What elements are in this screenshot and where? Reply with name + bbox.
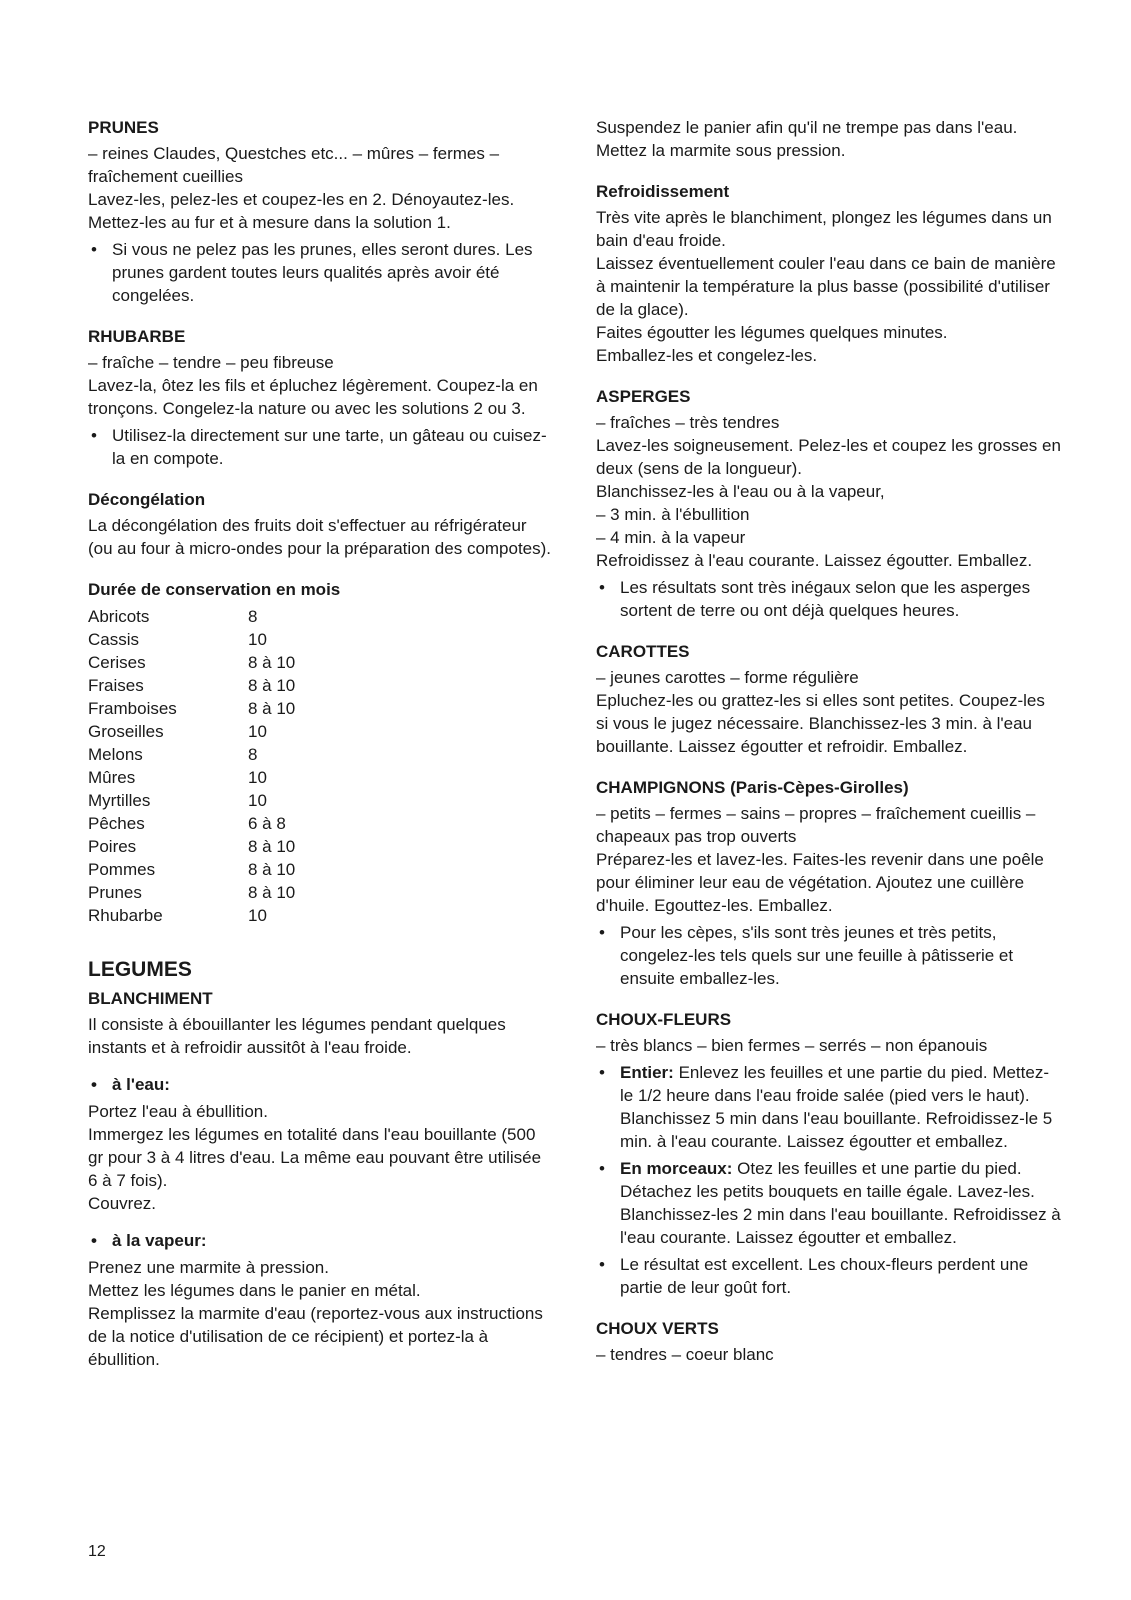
heading-choux-verts: CHOUX VERTS [596, 1319, 719, 1338]
choux-fleurs-bullet-entier [596, 1061, 1061, 1153]
bullet-icon: • [91, 426, 97, 445]
heading-decongelation: Décongélation [88, 490, 206, 509]
carottes-line: Epluchez-les ou grattez-les si elles sont petites. Coupez-les si vous le jugez nécessaire. Blanchissez-les 3 min. à l'eau bouillante. Laissez égoutter et refroidir. Emballez. [596, 691, 1045, 756]
heading-refroidissement: Refroidissement [596, 182, 730, 201]
refroid-line: Emballez-les et congelez-les. [596, 346, 818, 365]
conservation-row [88, 904, 295, 927]
asperges-bullet [596, 576, 1061, 622]
champignons-line: – petits – fermes – sains – propres – fraîchement cueillis – chapeaux pas trop ouverts [596, 804, 1036, 846]
fruit-name: Abricots [88, 607, 150, 626]
heading-duree: Durée de conservation en mois [88, 580, 341, 599]
entier-label: Entier: [620, 1063, 674, 1082]
champignons-line: Préparez-les et lavez-les. Faites-les revenir dans une poêle pour éliminer leur eau de végétation. Ajoutez une cuillère d'huile. Egouttez-les. Emballez. [596, 850, 1044, 915]
months-value: 8 à 10 [248, 837, 296, 856]
heading-rhubarbe: RHUBARBE [88, 327, 186, 346]
section-legumes [88, 957, 553, 1371]
right-column [596, 116, 1061, 1366]
asperges-line: – 3 min. à l'ébullition [596, 505, 750, 524]
bullet-icon: • [91, 1231, 97, 1250]
bullet-icon: • [599, 578, 605, 597]
refroid-line: Très vite après le blanchiment, plongez les légumes dans un bain d'eau froide. [596, 208, 1052, 250]
vapeur-line: Mettez les légumes dans le panier en métal. [88, 1281, 421, 1300]
heading-a-la-vapeur [88, 1229, 553, 1252]
fruit-name: Poires [88, 837, 137, 856]
months-value: 10 [248, 722, 267, 741]
fruit-name: Myrtilles [88, 791, 151, 810]
resultat-text: Le résultat est excellent. Les choux-fleurs perdent une partie de leur goût fort. [620, 1255, 1029, 1297]
eau-line: Portez l'eau à ébullition. [88, 1102, 268, 1121]
months-value: 8 [248, 607, 258, 626]
intro-line: Suspendez le panier afin qu'il ne trempe pas dans l'eau. [596, 118, 1018, 137]
left-column [88, 116, 553, 1371]
heading-legumes: LEGUMES [88, 958, 192, 981]
section-duree [88, 578, 553, 927]
conservation-row [88, 651, 295, 674]
prunes-bullet [88, 238, 553, 307]
heading-choux-fleurs: CHOUX-FLEURS [596, 1010, 732, 1029]
champignons-bullet-text: Pour les cèpes, s'ils sont très jeunes et très petits, congelez-les tels quels sur une feuille à pâtisserie et ensuite emballez-les. [620, 923, 1014, 988]
rhubarbe-sub: – fraîche – tendre – peu fibreuse [88, 353, 334, 372]
bullet-icon: • [599, 1063, 605, 1082]
months-value: 10 [248, 791, 267, 810]
section-asperges [596, 385, 1061, 622]
conservation-row [88, 812, 295, 835]
prunes-sub: – reines Claudes, Questches etc... – mûres – fermes – fraîchement cueillies [88, 144, 500, 186]
bullet-icon: • [599, 923, 605, 942]
asperges-line: Blanchissez-les à l'eau ou à la vapeur, [596, 482, 885, 501]
fruit-name: Fraises [88, 676, 144, 695]
a-la-vapeur-label: à la vapeur: [112, 1231, 207, 1250]
fruit-name: Pommes [88, 860, 156, 879]
months-value: 8 à 10 [248, 699, 296, 718]
prunes-text: Lavez-les, pelez-les et coupez-les en 2. Dénoyautez-les. Mettez-les au fur et à mesure dans la solution 1. [88, 190, 515, 232]
choux-fleurs-bullet-resultat [596, 1253, 1061, 1299]
conservation-row [88, 766, 295, 789]
months-value: 8 à 10 [248, 676, 296, 695]
morceaux-text: Otez les feuilles et une partie du pied. Détachez les petits bouquets en taille égale. Lavez-les. Blanchissez-les 2 min dans l'eau bouillante. Refroidissez à l'eau courante. Laissez égoutter et emballez. [620, 1159, 1061, 1247]
heading-a-l-eau [88, 1073, 553, 1096]
rhubarbe-bullet-text: Utilisez-la directement sur une tarte, un gâteau ou cuisez-la en compote. [112, 426, 547, 468]
asperges-bullet-text: Les résultats sont très inégaux selon que les asperges sortent de terre ou ont déjà quelques heures. [620, 578, 1031, 620]
conservation-row [88, 789, 295, 812]
vapeur-line: Remplissez la marmite d'eau (reportez-vous aux instructions de la notice d'utilisation de ce récipient) et portez-la à ébullition. [88, 1304, 543, 1369]
carottes-line: – jeunes carottes – forme régulière [596, 668, 859, 687]
months-value: 10 [248, 906, 267, 925]
conservation-row [88, 835, 295, 858]
conservation-row [88, 858, 295, 881]
fruit-name: Groseilles [88, 722, 164, 741]
bullet-icon: • [91, 240, 97, 259]
section-carottes [596, 640, 1061, 758]
months-value: 10 [248, 768, 267, 787]
conservation-row [88, 743, 295, 766]
fruit-name: Rhubarbe [88, 906, 163, 925]
decongelation-text: La décongélation des fruits doit s'effectuer au réfrigérateur (ou au four à micro-ondes pour la préparation des compotes). [88, 516, 552, 558]
prunes-bullet-text: Si vous ne pelez pas les prunes, elles seront dures. Les prunes gardent toutes leurs qualités après avoir été congelées. [112, 240, 533, 305]
rhubarbe-bullet [88, 424, 553, 470]
months-value: 8 à 10 [248, 860, 296, 879]
bullet-icon: • [91, 1075, 97, 1094]
asperges-line: Lavez-les soigneusement. Pelez-les et coupez les grosses en deux (sens de la longueur). [596, 436, 1061, 478]
blanchiment-text: Il consiste à ébouillanter les légumes pendant quelques instants et à refroidir aussitôt à l'eau froide. [88, 1015, 506, 1057]
section-decongelation [88, 488, 553, 560]
section-refroidissement [596, 180, 1061, 367]
heading-prunes: PRUNES [88, 118, 159, 137]
months-value: 8 [248, 745, 258, 764]
champignons-bullet [596, 921, 1061, 990]
vapeur-line: Prenez une marmite à pression. [88, 1258, 329, 1277]
section-rhubarbe [88, 325, 553, 470]
conservation-row [88, 674, 295, 697]
section-intro [596, 116, 1061, 162]
conservation-row [88, 881, 295, 904]
section-champignons [596, 776, 1061, 990]
bullet-icon: • [599, 1255, 605, 1274]
morceaux-label: En morceaux: [620, 1159, 733, 1178]
fruit-name: Pêches [88, 814, 145, 833]
fruit-name: Cassis [88, 630, 140, 649]
section-choux-fleurs [596, 1008, 1061, 1299]
entier-text: Enlevez les feuilles et une partie du pied. Mettez-le 1/2 heure dans l'eau froide salée (pied vers le haut). Blanchissez 5 min dans l'eau bouillante. Refroidissez-le 5 min. à l'eau courante. Laissez égoutter et emballez. [620, 1063, 1053, 1151]
heading-champignons: CHAMPIGNONS (Paris-Cèpes-Girolles) [596, 778, 909, 797]
fruit-name: Melons [88, 745, 143, 764]
heading-asperges: ASPERGES [596, 387, 691, 406]
eau-line: Immergez les légumes en totalité dans l'eau bouillante (500 gr pour 3 à 4 litres d'eau. La même eau pouvant être utilisée 6 à 7 fois). [88, 1125, 542, 1190]
eau-line: Couvrez. [88, 1194, 157, 1213]
months-value: 6 à 8 [248, 814, 286, 833]
refroid-line: Laissez éventuellement couler l'eau dans ce bain de manière à maintenir la température la plus basse (possibilité d'utiliser de la glace). [596, 254, 1056, 319]
rhubarbe-text: Lavez-la, ôtez les fils et épluchez légèrement. Coupez-la en tronçons. Congelez-la nature ou avec les solutions 2 ou 3. [88, 376, 538, 418]
refroid-line: Faites égoutter les légumes quelques minutes. [596, 323, 948, 342]
months-value: 8 à 10 [248, 883, 296, 902]
choux-fleurs-sub: – très blancs – bien fermes – serrés – non épanouis [596, 1036, 988, 1055]
bullet-icon: • [599, 1159, 605, 1178]
a-l-eau-label: à l'eau: [112, 1075, 170, 1094]
fruit-name: Cerises [88, 653, 146, 672]
conservation-row [88, 697, 295, 720]
fruit-name: Framboises [88, 699, 177, 718]
choux-fleurs-bullet-morceaux [596, 1157, 1061, 1249]
fruit-name: Prunes [88, 883, 142, 902]
asperges-line: – fraîches – très tendres [596, 413, 780, 432]
months-value: 10 [248, 630, 267, 649]
fruit-name: Mûres [88, 768, 136, 787]
conservation-row [88, 605, 295, 628]
conservation-row [88, 628, 295, 651]
asperges-line: Refroidissez à l'eau courante. Laissez égoutter. Emballez. [596, 551, 1033, 570]
conservation-row [88, 720, 295, 743]
months-value: 8 à 10 [248, 653, 296, 672]
page-number: 12 [88, 1543, 106, 1560]
section-choux-verts [596, 1317, 1061, 1366]
heading-blanchiment: BLANCHIMENT [88, 989, 213, 1008]
heading-carottes: CAROTTES [596, 642, 690, 661]
choux-verts-sub: – tendres – coeur blanc [596, 1345, 774, 1364]
asperges-line: – 4 min. à la vapeur [596, 528, 746, 547]
intro-line: Mettez la marmite sous pression. [596, 141, 846, 160]
conservation-table [88, 605, 295, 927]
section-prunes [88, 116, 553, 307]
